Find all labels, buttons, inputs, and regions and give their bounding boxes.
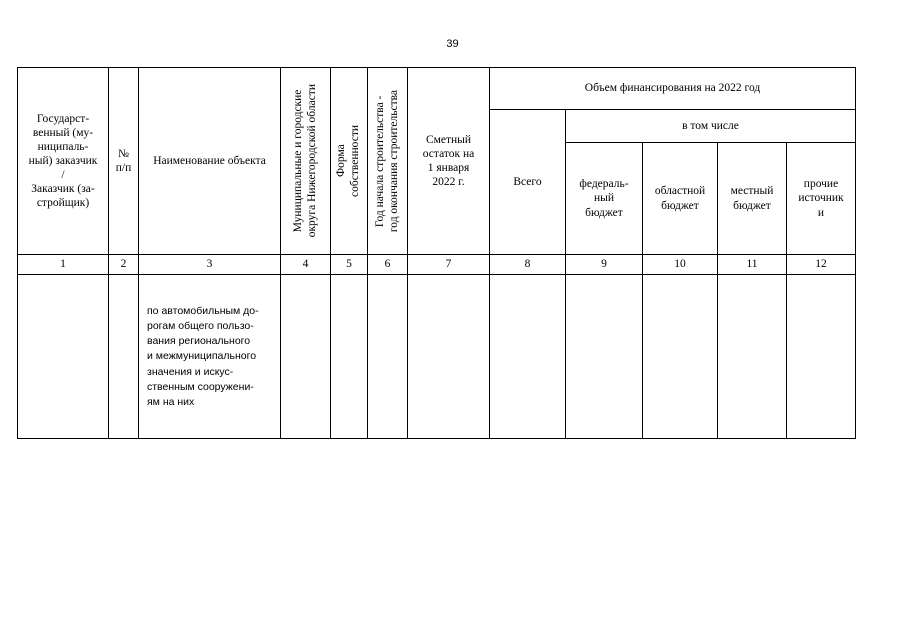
- cell-municipality: [281, 275, 331, 439]
- cell-number: [109, 275, 139, 439]
- column-number: 6: [368, 255, 408, 275]
- header-total: Всего: [490, 110, 566, 255]
- header-object-name: Наименование объекта: [139, 68, 281, 255]
- header-regional: областной бюджет: [643, 143, 718, 255]
- header-funding-volume: Объем финансирования на 2022 год: [490, 68, 856, 110]
- object-name-text: по автомобильным до- рогам общего пользо- вания регионального и межмуниципального значения и искус- ственным сооружени- ям на них: [147, 304, 259, 409]
- cell-total: [490, 275, 566, 439]
- header-ownership: Форма собственности: [335, 125, 361, 197]
- header-years-cell: [368, 68, 408, 255]
- column-number: 1: [18, 255, 109, 275]
- header-including: в том числе: [566, 110, 856, 143]
- column-number: 9: [566, 255, 643, 275]
- cell-years: [368, 275, 408, 439]
- header-municipality: Муниципальные и городские округа Нижегородской области: [291, 84, 318, 238]
- header-years: Год начала строительства - год окончания строительства: [373, 89, 400, 233]
- header-estimated-balance: Сметный остаток на 1 января 2022 г.: [408, 68, 490, 255]
- header-municipality-cell: [281, 68, 331, 255]
- column-number: 4: [281, 255, 331, 275]
- cell-other: [787, 275, 856, 439]
- header-local: местный бюджет: [718, 143, 787, 255]
- column-number: 11: [718, 255, 787, 275]
- header-number: № п/п: [109, 68, 139, 255]
- column-number: 5: [331, 255, 368, 275]
- header-ownership-cell: [331, 68, 368, 255]
- column-number: 8: [490, 255, 566, 275]
- page-number: 39: [446, 38, 459, 50]
- header-other: прочие источник и: [787, 143, 856, 255]
- table-row: [18, 275, 856, 439]
- cell-local: [718, 275, 787, 439]
- header-federal: федераль- ный бюджет: [566, 143, 643, 255]
- cell-regional: [643, 275, 718, 439]
- column-number: 2: [109, 255, 139, 275]
- cell-estimated-balance: [408, 275, 490, 439]
- cell-ownership: [331, 275, 368, 439]
- header-customer: Государст- венный (му- ниципаль- ный) заказчик / Заказчик (за- стройщик): [18, 68, 109, 255]
- funding-table: [17, 67, 856, 439]
- cell-customer: [18, 275, 109, 439]
- cell-object-name: [139, 275, 281, 439]
- column-number: 3: [139, 255, 281, 275]
- column-number: 12: [787, 255, 856, 275]
- column-number: 10: [643, 255, 718, 275]
- cell-federal: [566, 275, 643, 439]
- column-number: 7: [408, 255, 490, 275]
